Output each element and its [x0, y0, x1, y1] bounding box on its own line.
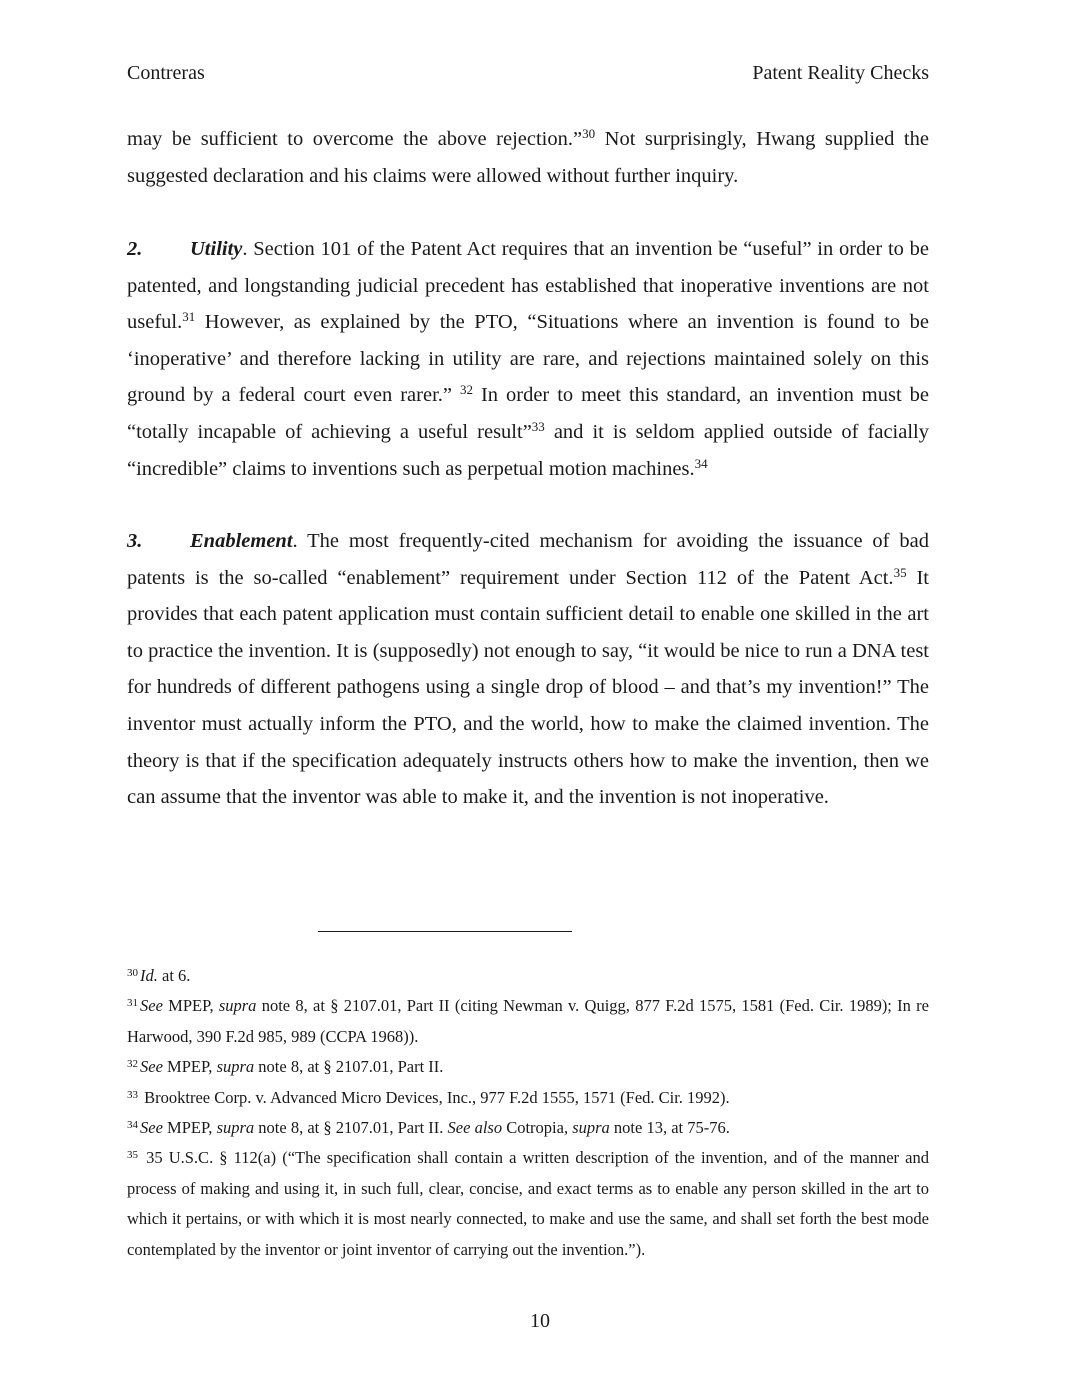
footnote-text: MPEP, [162, 1118, 217, 1138]
footnote-text: note 8, at § 2107.01, Part II. [254, 1057, 444, 1077]
paragraph-text: . Section 101 of the Patent Act requires that an invention be “useful” in order to be patented, and longstanding judicial precedent has established that inoperative inventions are not useful. [127, 238, 929, 334]
footnote-italic: See [140, 1057, 163, 1077]
section-utility-paragraph [127, 231, 929, 487]
footnote-text: note 13, at 75-76. [609, 1118, 730, 1138]
section-enablement-paragraph [127, 523, 929, 816]
footnote-31 [127, 991, 929, 1052]
footnote-35 [127, 1143, 929, 1265]
footnote-separator [318, 931, 572, 932]
running-header [127, 62, 929, 92]
footnote-text: 35 U.S.C. § 112(a) (“The specification shall contain a written description of the invention, and of the manner and process of making and using it, in such full, clear, concise, and exact terms as to enable any person skilled in the art to which it pertains, or with which it is most nearly connected, to make and use the same, and shall set forth the best mode contemplated by the inventor or joint inventor of carrying out the invention.”). [127, 1148, 929, 1259]
footnote-ref-34[interactable]: 34 [694, 455, 708, 471]
footnote-number: 34 [127, 1119, 138, 1132]
footnotes [127, 961, 929, 1265]
footnote-ref-33[interactable]: 33 [531, 418, 545, 434]
paragraph-text: It provides that each patent application must contain sufficient detail to enable one skilled in the art to practice the invention. It is (supposedly) not enough to say, “it would be nice to run a DNA test for hundreds of different pathogens using a single drop of blood – and that’s my invention!” The inventor must actually inform the PTO, and the world, how to make the claimed invention. The theory is that if the specification adequately instructs others how to make the invention, then we can assume that the inventor was able to make it, and the invention is not inoperative. [127, 566, 929, 809]
footnote-italic: Id. [140, 966, 158, 985]
footnote-number: 31 [127, 997, 138, 1010]
footnote-italic: supra [216, 1118, 255, 1138]
footnote-number: 33 [127, 1088, 138, 1101]
paragraph-text: However, as explained by the PTO, “Situations where an invention is found to be ‘inoperative’ and therefore lacking in utility are rare, and rejections maintained solely on this ground by a federal court even rarer.” [127, 311, 929, 407]
paragraph-text: In order to meet this standard, an invention must be “totally incapable of achieving a useful result” [127, 384, 929, 443]
footnote-italic: See [140, 1118, 163, 1138]
footnote-number: 35 [127, 1149, 138, 1162]
footnote-italic: supra [572, 1118, 610, 1138]
paragraph-text: Not surprisingly, Hwang supplied the suggested declaration and his claims were allowed without further inquiry. [127, 128, 929, 187]
footnote-32 [127, 1052, 929, 1082]
footnote-text: MPEP, [162, 996, 219, 1016]
footnote-number: 30 [127, 967, 138, 979]
footnote-text: at 6. [157, 966, 191, 985]
footnote-italic: supra [218, 996, 257, 1016]
paragraph-intro [127, 121, 929, 194]
footnote-number: 32 [127, 1058, 138, 1071]
page-number: 10 [530, 1310, 550, 1332]
footnote-33 [127, 1083, 929, 1113]
section-title: Enablement [190, 530, 293, 552]
footnote-italic: See [140, 996, 163, 1016]
paragraph-text: may be sufficient to overcome the above rejection.” [127, 128, 583, 150]
footnote-text: Brooktree Corp. v. Advanced Micro Devices, Inc., 977 F.2d 1555, 1571 (Fed. Cir. 1992). [140, 1087, 730, 1107]
section-number: 2. [127, 238, 143, 260]
footnote-ref-31[interactable]: 31 [182, 309, 196, 325]
paragraph-text: and it is seldom applied outside of facially “incredible” claims to inventions such as perpetual motion machines. [127, 420, 929, 480]
footnote-text: note 8, at § 2107.01, Part II. [254, 1118, 448, 1138]
footnote-italic: See also [447, 1118, 503, 1138]
section-title: Utility [190, 238, 243, 260]
header-author: Contreras [127, 62, 205, 84]
section-number: 3. [127, 530, 143, 552]
footnote-italic: supra [216, 1057, 255, 1077]
footnote-text: Cotropia, [502, 1118, 573, 1138]
paragraph-text: . The most frequently-cited mechanism for avoiding the issuance of bad patents is the so-called “enablement” requirement under Section 112 of the Patent Act. [127, 530, 929, 589]
footnote-30 [127, 961, 929, 991]
footnote-text: MPEP, [162, 1057, 217, 1077]
footnote-ref-32[interactable]: 32 [459, 382, 473, 398]
footnote-ref-35[interactable]: 35 [893, 564, 907, 580]
footnote-text: note 8, at § 2107.01, Part II (citing Newman v. Quigg, 877 F.2d 1575, 1581 (Fed. Cir. 1989); In re Harwood, 390 F.2d 985, 989 (CCPA 1968)). [127, 996, 929, 1046]
footnote-ref-30[interactable]: 30 [582, 126, 596, 141]
footnote-34 [127, 1113, 929, 1143]
header-title: Patent Reality Checks [752, 62, 929, 84]
